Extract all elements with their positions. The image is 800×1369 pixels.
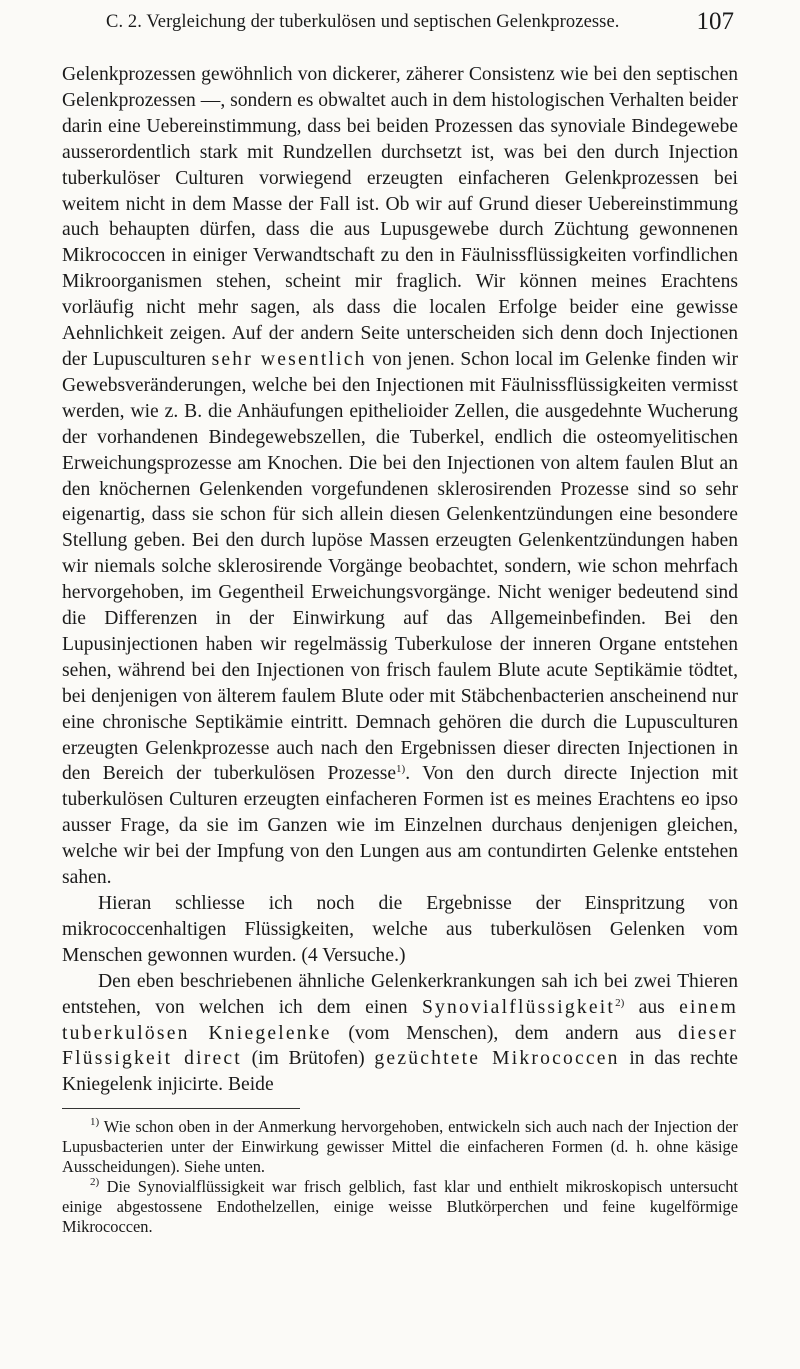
running-title: C. 2. Vergleichung der tuberkulösen und septischen Gelenkprozesse. — [106, 12, 620, 32]
paragraph-1-text-a: Gelenkprozessen gewöhnlich von dickerer, zäherer Consistenz wie bei den septischen Gelenkprozessen —, sondern es obwaltet auch in dem histologischen Verhalten beider darin eine Uebereinstimmung, dass bei beiden Prozessen das synoviale Bindegewebe ausserordentlich stark mit Rundzellen durchsetzt ist, was bei den durch Injection tuberkulöser Culturen vorwiegend erzeugten einfacheren Gelenkprozessen bei weitem nicht in dem Masse der Fall ist. Ob wir auf Grund dieser Uebereinstimmung auch behaupten dürfen, dass die aus Lupusgewebe durch Züchtung gewonnenen Mikrococcen in einiger Verwandtschaft zu den in Fäulnissflüssigkeiten vorfindlichen Mikroorganismen stehen, scheint mir fraglich. Wir können meines Erachtens vorläufig nicht mehr sagen, als dass die localen Erfolge beider eine gewisse Aehnlichkeit zeigen. Auf der andern Seite unterscheiden sich denn doch Injectionen der Lupusculturen — [62, 64, 738, 370]
running-head — [62, 0, 738, 62]
footnote-ref-2: 2) — [615, 996, 625, 1009]
footnote-1-text: Wie schon oben in der Anmerkung hervorgehoben, entwickeln sich auch nach der Injection der Lupusbacterien unter der Einwirkung gewisser Mittel die einfacheren Formen (d. h. ohne käsige Ausscheidungen). Siehe unten. — [62, 1117, 738, 1177]
footnote-2-text: Die Synovialflüssigkeit war frisch gelblich, fast klar und enthielt mikroskopisch untersucht einige abgestossene Endothelzellen, einige weisse Blutkörperchen und feine kugelförmige Mikrococcen. — [62, 1177, 738, 1237]
paragraph-3-text-c: (im Brütofen) — [251, 1048, 365, 1070]
paragraph-3-emphasis-2: einem tuberkulösen Kniegelenke — [62, 996, 739, 1044]
paragraph-1-text-b: von jenen. Schon local im Gelenke finden wir Gewebsveränderungen, welche bei den Injectionen mit Fäulnissflüssigkeiten vermisst werden, wie z. B. die Anhäufungen epithelioider Zellen, die ausgedehnte Wucherung der vorhandenen Bindegewebszellen, die Tuberkel, endlich die osteomyelitischen Erweichungsprozesse am Knochen. Die bei den Injectionen von altem faulen Blut an den knöchernen Gelenkenden vorgefundenen sklerosirenden Prozesse sind so sehr eigenartig, dass sie schon für sich allein diesen Gelenkentzündungen eine besondere Stellung geben. Bei den durch lupöse Massen erzeugten Gelenkentzündungen haben wir niemals solche sklerosirende Vorgänge beobachtet, sondern, wie schon mehrfach hervorgehoben, im Gegentheil Erweichungsvorgänge. Nicht weniger bedeutend sind die Differenzen in der Einwirkung auf das Allgemeinbefinden. Bei den Lupusinjectionen haben wir regelmässig Tuberkulose der inneren Organe entstehen sehen, während bei den Injectionen von frisch faulem Blute acute Septikämie tödtet, bei denjenigen von älterem faulem Blute oder mit Stäbchenbacterien anscheinend nur eine chronische Septikämie eintritt. Demnach gehören die durch die Lupusculturen erzeugten Gelenkprozesse auch nach den Ergebnissen dieser directen Injectionen in den Bereich der tuberkulösen Prozesse — [62, 348, 738, 785]
paragraph-3 — [62, 969, 738, 1099]
paragraph-2: Hieran schliesse ich noch die Ergebnisse der Einspritzung von mikrococcenhaltigen Flüssigkeiten, welche aus tuberkulösen Gelenken vom Menschen gewonnen wurden. (4 Versuche.) — [62, 893, 738, 966]
footnote-1-mark: 1) — [90, 1116, 100, 1129]
paragraph-1 — [62, 62, 738, 891]
footnote-divider — [62, 1108, 300, 1109]
paragraph-3-text-d: in das rechte Kniegelenk injicirte. Beide — [62, 1048, 738, 1096]
page-number: 107 — [696, 8, 734, 35]
footnote-2 — [62, 1177, 738, 1237]
footnotes — [62, 1117, 738, 1237]
footnote-2-mark: 2) — [90, 1176, 100, 1189]
paragraph-3-emphasis-3: dieser Flüssigkeit direct — [62, 1022, 738, 1070]
paragraph-3-text-a: Den eben beschriebenen ähnliche Gelenkerkrankungen sah ich bei zwei Thieren entstehen, von welchen ich dem einen — [62, 970, 738, 1018]
paragraph-3-emphasis-4: gezüchtete Mikrococcen — [374, 1048, 620, 1070]
paragraph-3-text-b: (vom Menschen), dem andern aus — [348, 1022, 662, 1044]
paragraph-1-text-c: . Von den durch directe Injection mit tuberkulösen Culturen erzeugten einfacheren Formen ist es meines Erachtens eo ipso ausser Frage, da sie im Ganzen wie im Einzelnen durchaus denjenigen gleichen, welche wir bei der Impfung von den Lungen aus am contundirten Gelenke entstehen sahen. — [62, 763, 738, 889]
body-text — [62, 62, 738, 1098]
paragraph-3-emphasis-1: Synovialflüssigkeit — [421, 996, 616, 1018]
footnote-ref-1: 1) — [396, 763, 406, 776]
footnote-1 — [62, 1117, 738, 1177]
paragraph-3-text-mid: aus — [638, 996, 665, 1018]
paragraph-1-emphasis: sehr wesentlich — [211, 348, 367, 370]
book-page — [62, 0, 738, 1237]
